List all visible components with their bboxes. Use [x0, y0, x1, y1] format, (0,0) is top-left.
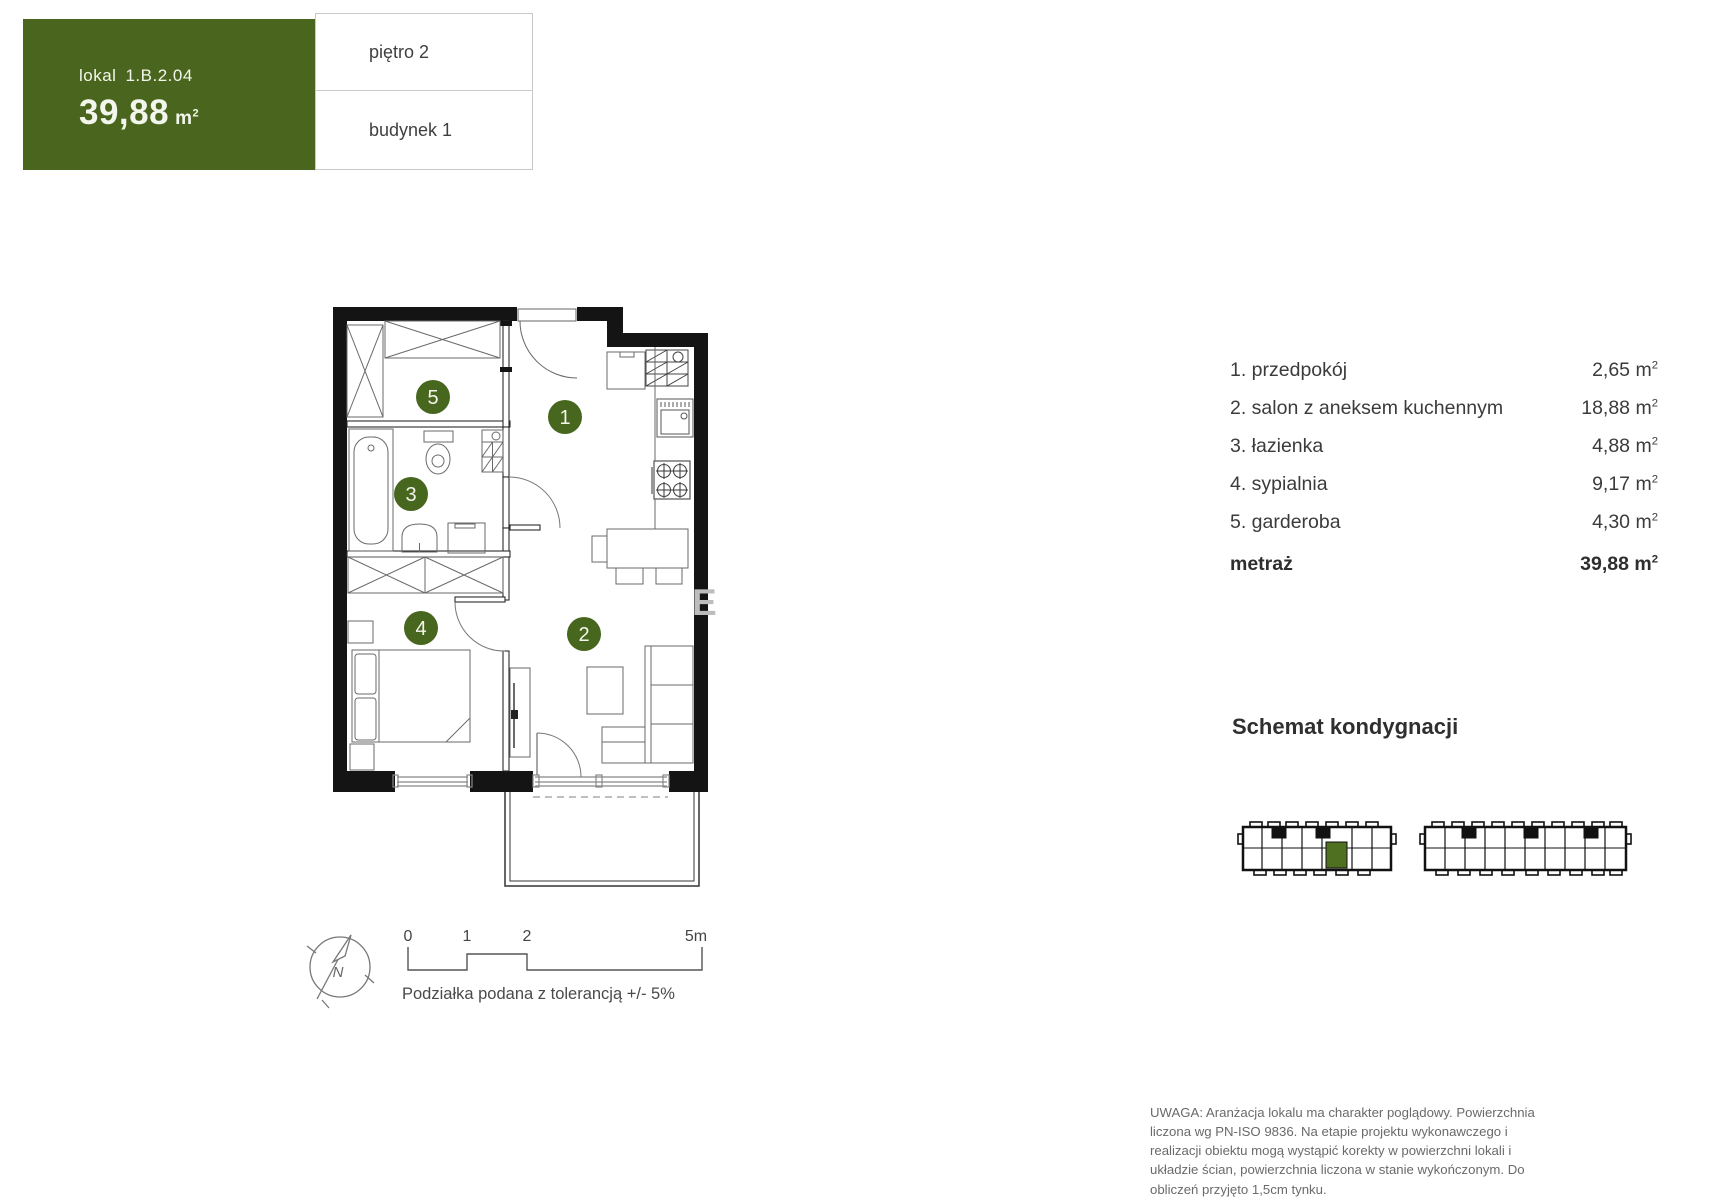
tv-unit — [510, 668, 530, 757]
unit-area: 39,88 $m^2$ — [79, 93, 200, 132]
svg-text:1: 1 — [559, 407, 571, 429]
floor-label: piętro 2 — [369, 41, 430, 62]
schemat-building-1 — [1238, 822, 1396, 875]
bedroom-wardrobe — [348, 557, 503, 593]
room-area: 4,30 $m^2$ — [1592, 511, 1658, 533]
svg-text:2: 2 — [578, 624, 590, 646]
svg-text:2: 2 — [522, 928, 532, 945]
scale-caption: Podziałka podana z tolerancją +/- 5% — [402, 985, 675, 1003]
lokal-label: lokal — [79, 66, 117, 85]
disclaimer-text: UWAGA: Aranżacja lokalu ma charakter poglądowy. Powierzchnia liczona wg PN-ISO 9836. Na etapie projektu wykonawczego i realizacji obiektu mogą wystąpić korekty w powierzchni lokali i układzie ścian, powierzchnia liczona w stanie wykończonym. Do obliczeń przyjęto 1,5cm tynku. — [1150, 1105, 1535, 1197]
watermark-letter: E — [692, 582, 717, 623]
compass-north-label: N — [332, 964, 344, 981]
bedroom-window — [393, 771, 472, 792]
sink — [402, 524, 437, 552]
sofa — [602, 646, 693, 763]
room-circle-3 — [394, 477, 428, 511]
schemat-title: Schemat kondygnacji — [1232, 714, 1459, 739]
room-area: 4,88 $m^2$ — [1592, 435, 1658, 457]
room-circle-5 — [416, 380, 450, 414]
room-label: 5. garderoba — [1230, 511, 1341, 533]
balcony — [505, 792, 699, 886]
toilet — [424, 431, 453, 474]
lokal-number: 1.B.2.04 — [125, 66, 193, 85]
svg-text:4: 4 — [415, 618, 427, 640]
oven — [657, 399, 693, 437]
kitchen-cabinets — [646, 350, 688, 386]
room-area: 2,65 $m^2$ — [1592, 359, 1658, 381]
bath-cabinet — [482, 430, 503, 472]
room-circle-1 — [548, 400, 582, 434]
svg-text:0: 0 — [403, 928, 413, 945]
entrance-door — [518, 309, 577, 378]
fridge — [607, 352, 645, 389]
room-area: 18,88 $m^2$ — [1581, 397, 1658, 419]
room-label: 2. salon z aneksem kuchennym — [1230, 397, 1504, 419]
scale-bar — [404, 928, 708, 970]
schemat-building-2 — [1420, 822, 1631, 875]
room-circle-2 — [567, 617, 601, 651]
room-label: 3. łazienka — [1230, 435, 1324, 457]
svg-text:5m: 5m — [684, 928, 708, 945]
unit-area-value: 39,88 — [79, 93, 170, 132]
unit-area-unit: m — [175, 108, 193, 129]
room-label: 4. sypialnia — [1230, 473, 1328, 495]
bathtub — [349, 429, 393, 551]
room-area: 9,17 $m^2$ — [1592, 473, 1658, 495]
total-area: 39,88 $m^2$ — [1580, 553, 1658, 575]
dining-table — [592, 529, 688, 584]
building-label: budynek 1 — [369, 119, 453, 140]
balcony-door — [533, 733, 669, 797]
total-label: metraż — [1230, 553, 1293, 575]
svg-text:5: 5 — [427, 387, 439, 409]
highlighted-unit — [1326, 842, 1347, 868]
svg-text:1: 1 — [462, 928, 472, 945]
bed — [352, 650, 470, 742]
room-circle-4 — [404, 611, 438, 645]
svg-text:3: 3 — [405, 484, 417, 506]
stove — [652, 461, 690, 499]
washing-machine — [448, 523, 485, 553]
room-label: 1. przedpokój — [1230, 359, 1348, 381]
coffee-table — [587, 667, 623, 714]
compass — [307, 935, 374, 1008]
